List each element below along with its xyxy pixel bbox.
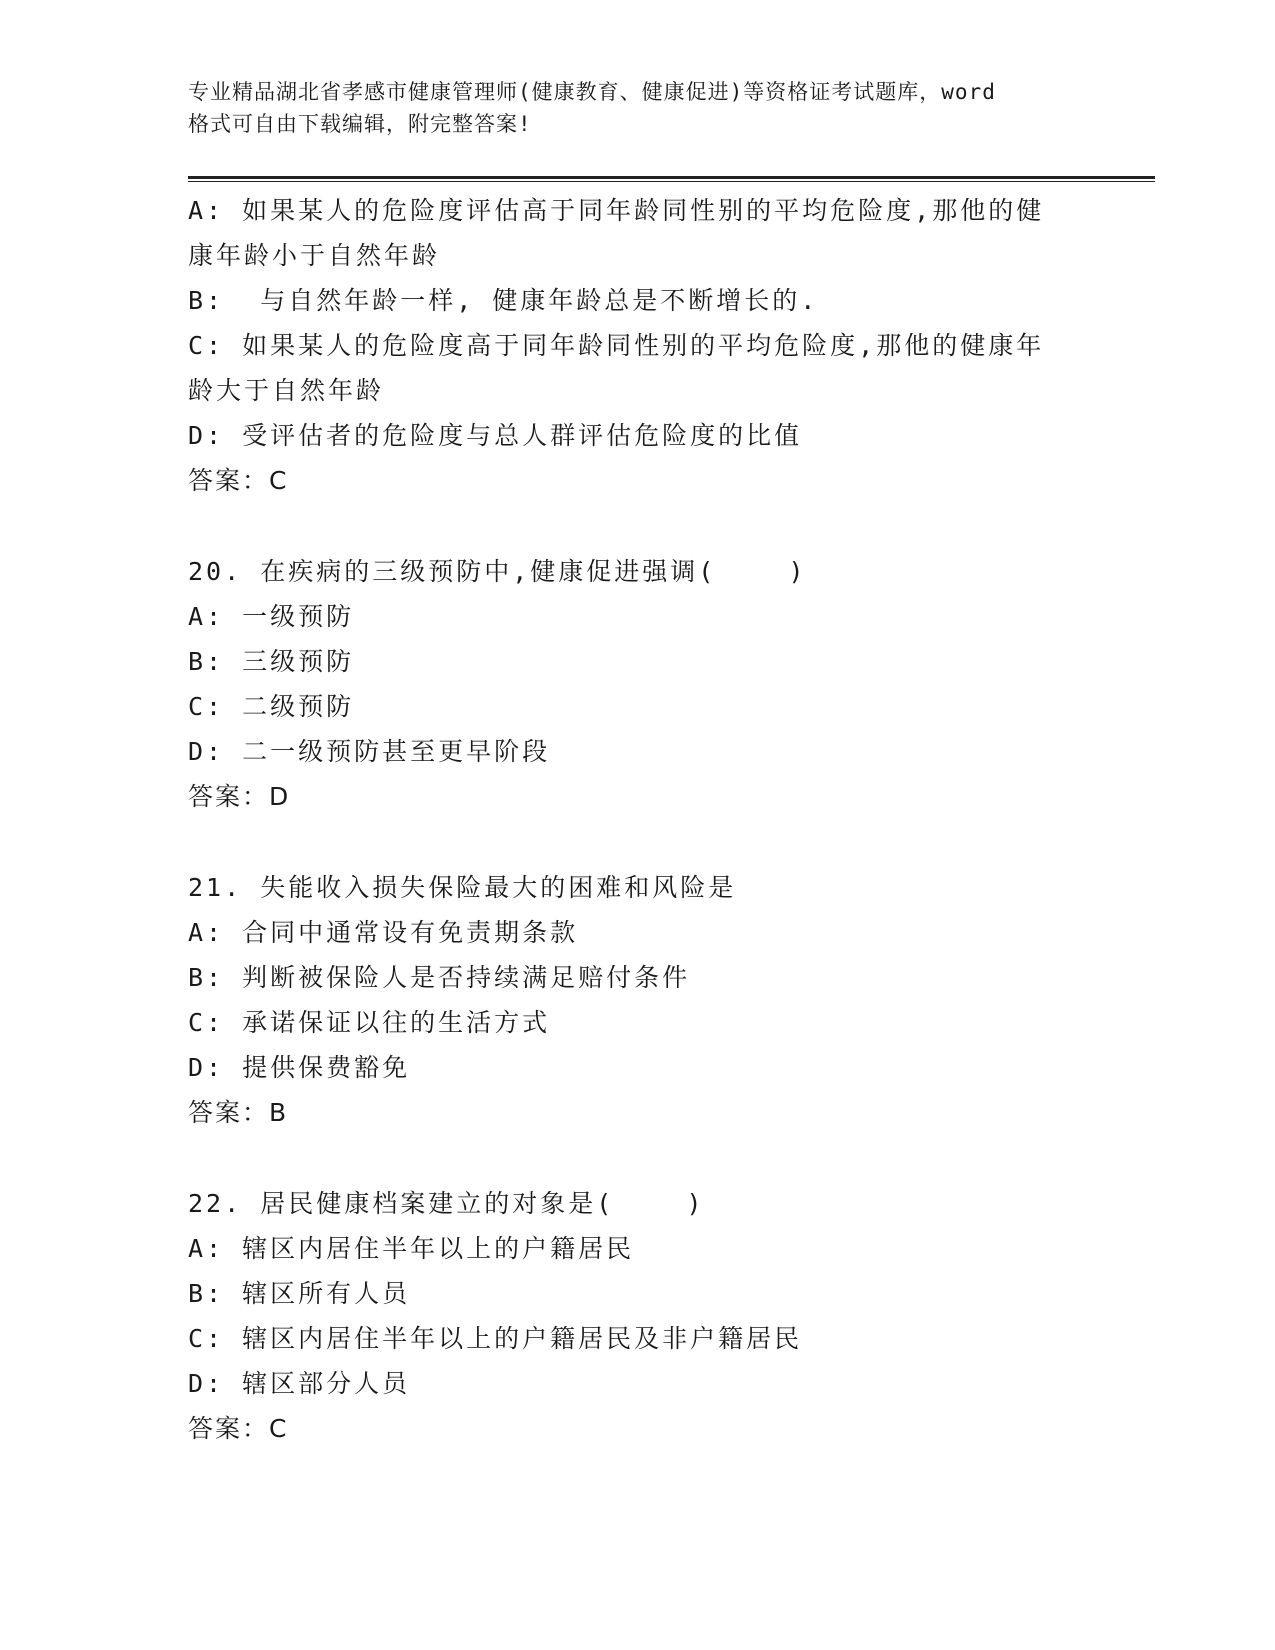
option-a: A: 辖区内居住半年以上的户籍居民 — [188, 1234, 635, 1263]
header-line-2: 格式可自由下载编辑，附完整答案! — [188, 112, 532, 136]
spacer — [188, 1135, 1088, 1181]
option-a-line-2: 康年龄小于自然年龄 — [188, 241, 441, 270]
option-c: C: 二级预防 — [188, 692, 355, 721]
spacer — [188, 503, 1088, 549]
question-19-options — [188, 188, 1088, 503]
question-20 — [188, 549, 1088, 819]
answer: 答案：C — [188, 466, 289, 495]
question-stem: 21. 失能收入损失保险最大的困难和风险是 — [188, 873, 737, 902]
spacer — [188, 819, 1088, 865]
header-divider-thin — [188, 181, 1155, 182]
option-b: B: 三级预防 — [188, 647, 355, 676]
option-c-line-2: 龄大于自然年龄 — [188, 376, 385, 405]
option-d: D: 辖区部分人员 — [188, 1369, 411, 1398]
header-divider-thick — [188, 176, 1155, 179]
option-b: B: 与自然年龄一样, 健康年龄总是不断增长的. — [188, 286, 819, 315]
option-a-line-1: A: 如果某人的危险度评估高于同年龄同性别的平均危险度,那他的健 — [188, 196, 1045, 225]
answer: 答案：D — [188, 782, 291, 811]
question-stem: 20. 在疾病的三级预防中,健康促进强调( ) — [188, 557, 807, 586]
option-c: C: 承诺保证以往的生活方式 — [188, 1008, 551, 1037]
question-22 — [188, 1181, 1088, 1451]
document-header — [188, 76, 1088, 140]
answer: 答案：C — [188, 1414, 289, 1443]
option-a: A: 一级预防 — [188, 602, 355, 631]
option-d: D: 提供保费豁免 — [188, 1053, 411, 1082]
option-d: D: 二一级预防甚至更早阶段 — [188, 737, 551, 766]
option-c: C: 辖区内居住半年以上的户籍居民及非户籍居民 — [188, 1324, 803, 1353]
question-stem: 22. 居民健康档案建立的对象是( ) — [188, 1189, 705, 1218]
option-c-line-1: C: 如果某人的危险度高于同年龄同性别的平均危险度,那他的健康年 — [188, 331, 1045, 360]
answer: 答案：B — [188, 1098, 289, 1127]
question-21 — [188, 865, 1088, 1135]
header-line-1: 专业精品湖北省孝感市健康管理师(健康教育、健康促进)等资格证考试题库，word — [188, 80, 996, 104]
option-d: D: 受评估者的危险度与总人群评估危险度的比值 — [188, 421, 803, 450]
option-b: B: 辖区所有人员 — [188, 1279, 411, 1308]
option-a: A: 合同中通常设有免责期条款 — [188, 918, 579, 947]
option-b: B: 判断被保险人是否持续满足赔付条件 — [188, 963, 691, 992]
question-list — [188, 188, 1088, 1451]
